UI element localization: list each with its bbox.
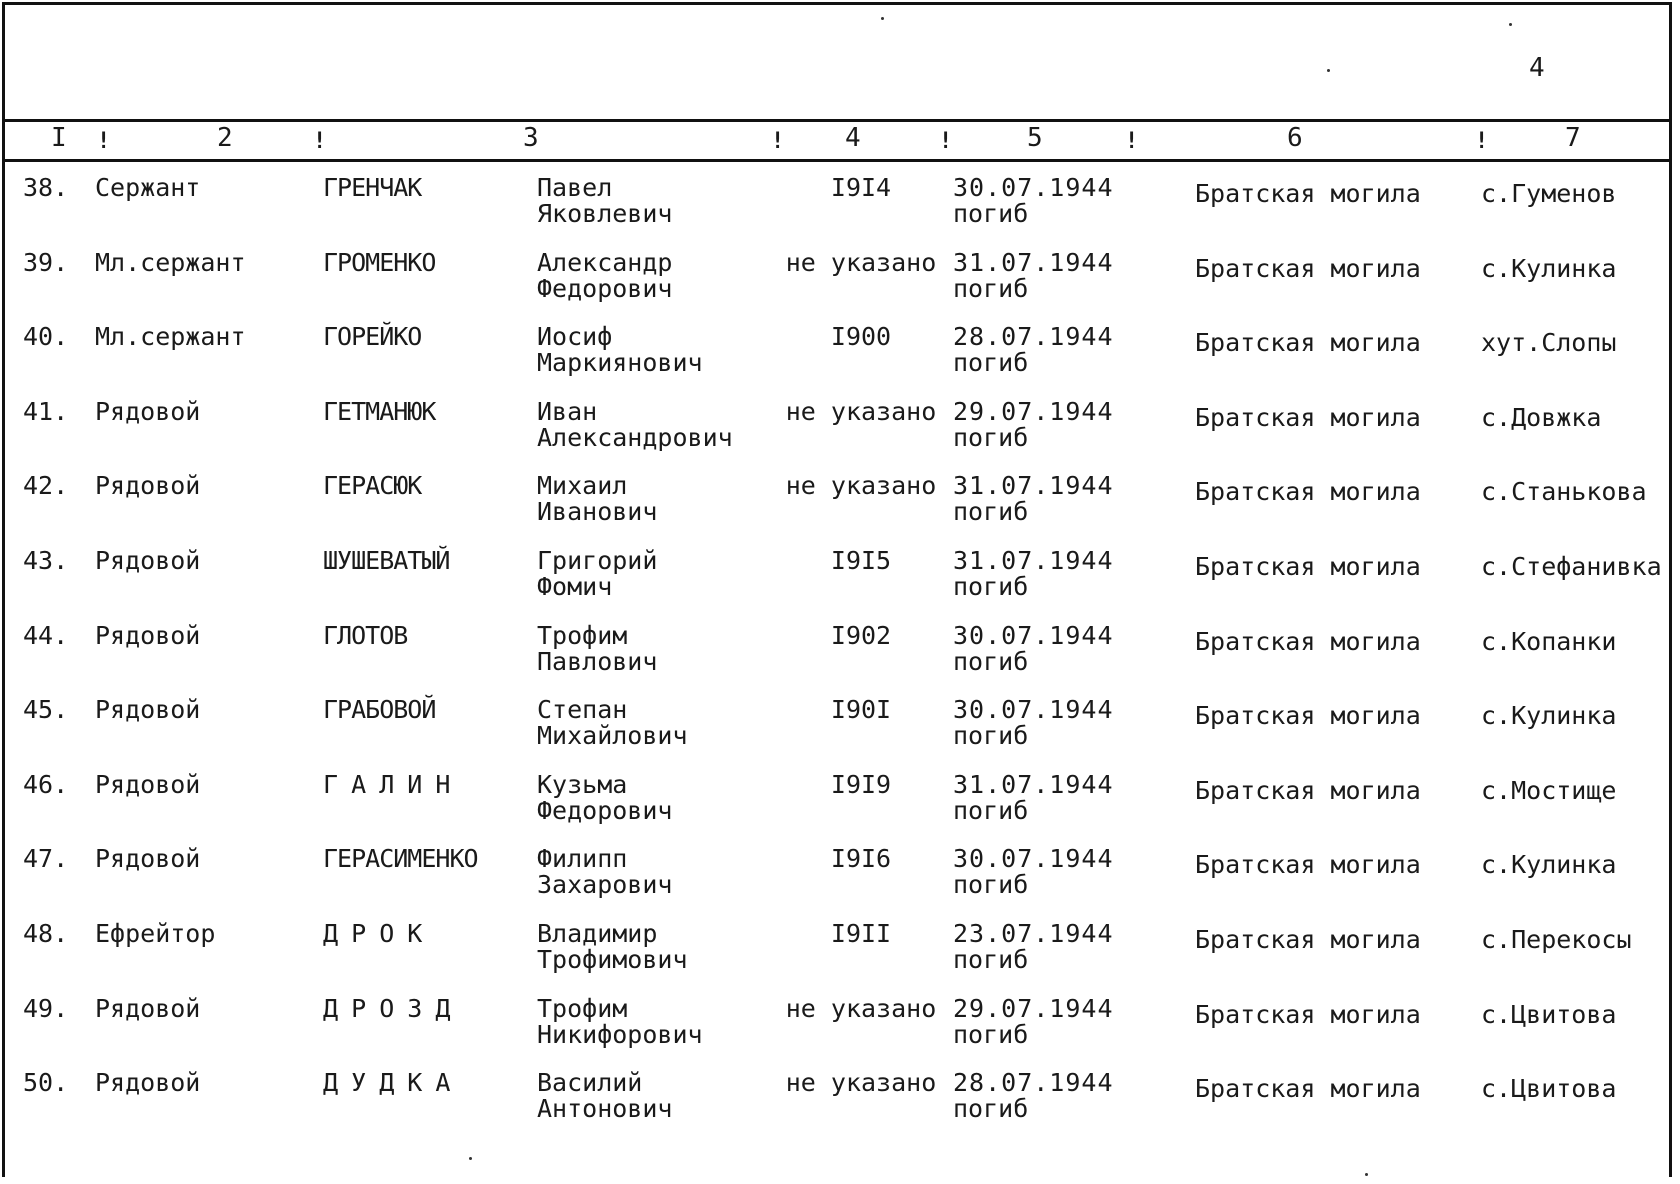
death-status: погиб — [953, 795, 1029, 825]
death-status: погиб — [953, 572, 1029, 601]
row-number: 48. — [23, 919, 69, 948]
table-row — [5, 697, 1669, 771]
death-date: 31.07.1944 — [953, 769, 1114, 799]
col-separator: ! — [1125, 129, 1139, 154]
patronymic: Никифорович — [537, 1019, 703, 1049]
rank: Рядовой — [95, 695, 201, 725]
rank: Рядовой — [95, 844, 201, 874]
death-date: 30.07.1944 — [953, 620, 1114, 650]
surname: ГРАБОВОЙ — [323, 695, 436, 725]
surname: Г А Л И Н — [323, 769, 450, 799]
table-row — [5, 473, 1669, 547]
patronymic: Павлович — [537, 646, 658, 676]
birth-year: I900 — [830, 322, 892, 352]
surname: ГРОМЕНКО — [323, 247, 436, 277]
surname: ШУШЕВАТЫЙ — [323, 546, 450, 575]
rank: Мл.сержант — [95, 322, 246, 352]
burial-place: с.Довжка — [1481, 402, 1602, 432]
death-date: 31.07.1944 — [953, 247, 1114, 277]
birth-year: I9I9 — [830, 769, 892, 799]
burial-place: хут.Слопы — [1481, 328, 1617, 358]
col-header-7: 7 — [1565, 123, 1581, 153]
col-header-2: 2 — [217, 123, 233, 153]
patronymic: Трофимович — [537, 945, 688, 974]
col-header-4: 4 — [845, 123, 861, 153]
burial-type: Братская могила — [1195, 253, 1421, 283]
row-number: 38. — [23, 173, 69, 202]
patronymic: Фомич — [537, 572, 613, 601]
death-date: 31.07.1944 — [953, 471, 1114, 501]
burial-type: Братская могила — [1195, 850, 1421, 880]
first-name: Павел — [537, 173, 613, 202]
surname: Д Р О З Д — [323, 993, 450, 1023]
rank: Ефрейтор — [95, 919, 216, 948]
rank: Рядовой — [95, 471, 201, 501]
col-header-5: 5 — [1027, 123, 1043, 153]
row-number: 50. — [23, 1068, 69, 1098]
surname: ГРЕНЧАК — [323, 173, 422, 202]
death-date: 30.07.1944 — [953, 173, 1114, 202]
death-status: погиб — [953, 1019, 1029, 1049]
first-name: Филипп — [537, 844, 628, 874]
patronymic: Маркиянович — [537, 348, 703, 378]
table-row — [5, 396, 1669, 473]
burial-type: Братская могила — [1195, 775, 1421, 805]
rank: Рядовой — [95, 546, 201, 575]
burial-place: с.Копанки — [1481, 626, 1617, 656]
burial-place: с.Перекосы — [1481, 925, 1632, 954]
patronymic: Федорович — [537, 273, 673, 303]
burial-place: с.Стефанивка — [1481, 552, 1662, 581]
burial-type: Братская могила — [1195, 179, 1421, 208]
first-name: Трофим — [537, 993, 628, 1023]
surname: ГЕТМАНЮК — [323, 396, 436, 426]
death-status: погиб — [953, 646, 1029, 676]
death-status: погиб — [953, 199, 1029, 228]
burial-place: с.Кулинка — [1481, 701, 1617, 731]
death-status: погиб — [953, 721, 1029, 751]
col-separator: ! — [939, 129, 953, 154]
patronymic: Захарович — [537, 870, 673, 900]
header-top-rule — [5, 119, 1669, 122]
burial-type: Братская могила — [1195, 328, 1421, 358]
scan-speck — [1327, 69, 1330, 72]
table-row — [5, 1070, 1669, 1144]
patronymic: Федорович — [537, 795, 673, 825]
rank: Рядовой — [95, 993, 201, 1023]
row-number: 47. — [23, 844, 69, 874]
patronymic: Александрович — [537, 422, 733, 452]
burial-place: с.Станькова — [1481, 477, 1647, 507]
row-number: 42. — [23, 471, 69, 501]
first-name: Александр — [537, 247, 673, 277]
burial-type: Братская могила — [1195, 477, 1421, 507]
table-row — [5, 846, 1669, 920]
birth-year: не указано — [785, 396, 937, 426]
table-row — [5, 548, 1669, 622]
document-page — [2, 2, 1672, 1177]
table-row — [5, 247, 1669, 324]
surname: Д У Д К А — [323, 1068, 450, 1098]
burial-type: Братская могила — [1195, 402, 1421, 432]
scan-speck — [1365, 1173, 1368, 1176]
scan-speck — [1509, 23, 1512, 26]
col-separator: ! — [313, 129, 327, 154]
birth-year: I9I4 — [830, 173, 892, 202]
surname: ГЕРАСЮК — [323, 471, 422, 501]
header-bottom-rule — [5, 159, 1669, 162]
first-name: Владимир — [537, 919, 658, 948]
death-status: погиб — [953, 1094, 1029, 1124]
death-date: 29.07.1944 — [953, 993, 1114, 1023]
row-number: 43. — [23, 546, 69, 575]
birth-year: I902 — [830, 620, 892, 650]
death-date: 29.07.1944 — [953, 396, 1114, 426]
surname: ГЕРАСИМЕНКО — [323, 844, 478, 874]
first-name: Трофим — [537, 620, 628, 650]
rank: Мл.сержант — [95, 247, 246, 277]
death-date: 31.07.1944 — [953, 546, 1114, 575]
row-number: 40. — [23, 322, 69, 352]
burial-type: Братская могила — [1195, 701, 1421, 731]
rank: Рядовой — [95, 396, 201, 426]
burial-place: с.Цвитова — [1481, 999, 1617, 1029]
scan-speck — [881, 17, 884, 20]
surname: ГОРЕЙКО — [323, 322, 422, 352]
birth-year: I9I5 — [830, 546, 892, 575]
death-date: 23.07.1944 — [953, 919, 1114, 948]
col-header-3: 3 — [523, 123, 539, 153]
col-header-6: 6 — [1287, 123, 1303, 153]
table-row — [5, 175, 1669, 249]
patronymic: Иванович — [537, 497, 658, 527]
birth-year: не указано — [785, 247, 937, 277]
death-date: 28.07.1944 — [953, 1068, 1114, 1098]
surname: Д Р О К — [323, 919, 422, 948]
table-row — [5, 921, 1669, 995]
page-number: 4 — [1529, 53, 1545, 83]
birth-year: не указано — [785, 471, 937, 501]
burial-type: Братская могила — [1195, 552, 1421, 581]
first-name: Михаил — [537, 471, 628, 501]
surname: ГЛОТОВ — [323, 620, 408, 650]
table-row — [5, 769, 1669, 846]
death-status: погиб — [953, 348, 1029, 378]
row-number: 41. — [23, 396, 69, 426]
death-date: 30.07.1944 — [953, 844, 1114, 874]
row-number: 46. — [23, 769, 69, 799]
death-date: 28.07.1944 — [953, 322, 1114, 352]
col-separator: ! — [97, 129, 111, 154]
rank: Рядовой — [95, 620, 201, 650]
rank: Рядовой — [95, 769, 201, 799]
burial-type: Братская могила — [1195, 1074, 1421, 1104]
first-name: Кузьма — [537, 769, 628, 799]
burial-place: с.Кулинка — [1481, 850, 1617, 880]
death-status: погиб — [953, 945, 1029, 974]
first-name: Иван — [537, 396, 598, 426]
first-name: Василий — [537, 1068, 643, 1098]
birth-year: не указано — [785, 1068, 937, 1098]
col-separator: ! — [771, 129, 785, 154]
death-status: погиб — [953, 870, 1029, 900]
patronymic: Антонович — [537, 1094, 673, 1124]
table-row — [5, 993, 1669, 1070]
death-status: погиб — [953, 422, 1029, 452]
death-status: погиб — [953, 273, 1029, 303]
burial-place: с.Кулинка — [1481, 253, 1617, 283]
row-number: 44. — [23, 620, 69, 650]
patronymic: Михайлович — [537, 721, 688, 751]
birth-year: I9II — [830, 919, 892, 948]
rank: Сержант — [95, 173, 201, 202]
col-header-1: I — [51, 123, 67, 153]
first-name: Григорий — [537, 546, 658, 575]
death-date: 30.07.1944 — [953, 695, 1114, 725]
col-separator: ! — [1475, 129, 1489, 154]
burial-type: Братская могила — [1195, 925, 1421, 954]
burial-place: с.Цвитова — [1481, 1074, 1617, 1104]
scan-speck — [469, 1157, 472, 1160]
table-row — [5, 324, 1669, 398]
burial-type: Братская могила — [1195, 999, 1421, 1029]
rank: Рядовой — [95, 1068, 201, 1098]
first-name: Иосиф — [537, 322, 613, 352]
burial-place: с.Мостище — [1481, 775, 1617, 805]
burial-place: с.Гуменов — [1481, 179, 1617, 208]
first-name: Степан — [537, 695, 628, 725]
table-row — [5, 620, 1669, 697]
burial-type: Братская могила — [1195, 626, 1421, 656]
birth-year: I9I6 — [830, 844, 892, 874]
row-number: 39. — [23, 247, 69, 277]
row-number: 49. — [23, 993, 69, 1023]
birth-year: не указано — [785, 993, 937, 1023]
patronymic: Яковлевич — [537, 199, 673, 228]
death-status: погиб — [953, 497, 1029, 527]
birth-year: I90I — [830, 695, 892, 725]
row-number: 45. — [23, 695, 69, 725]
